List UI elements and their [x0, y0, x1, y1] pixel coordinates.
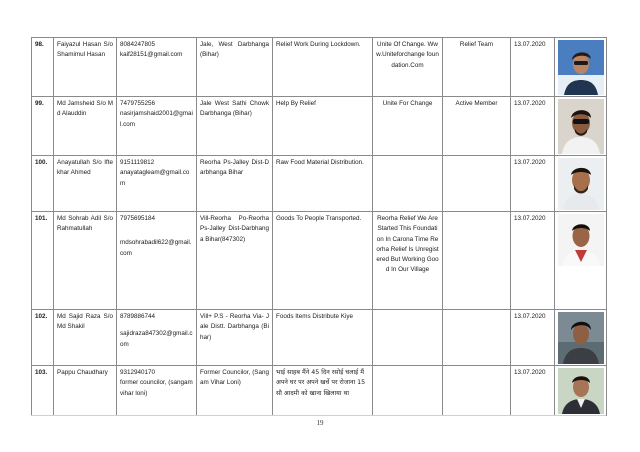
- contact-cell: [117, 156, 197, 212]
- role: [443, 366, 511, 416]
- work-description: Help By Relief: [273, 97, 373, 156]
- role: Active Member: [443, 97, 511, 156]
- photo-cell: [555, 366, 607, 416]
- work-description: Foods Items Distribute Kiye: [273, 310, 373, 366]
- serial-number: 99.: [32, 97, 54, 156]
- volunteer-registry-table: [31, 37, 607, 416]
- email-address: former councilor, (sangam vihar loni): [120, 379, 193, 397]
- date: 13.07.2020: [511, 310, 555, 366]
- email-address: anayatagleam@gmail.com: [120, 169, 190, 187]
- person-photo: [558, 40, 604, 95]
- date: 13.07.2020: [511, 97, 555, 156]
- photo-cell: [555, 38, 607, 97]
- date: 13.07.2020: [511, 38, 555, 97]
- email-address: kaif28151@gmail.com: [120, 51, 183, 59]
- contact-cell: [117, 38, 197, 97]
- phone-number: 7479755256: [120, 100, 156, 107]
- contact-cell: [117, 310, 197, 366]
- organization: [373, 156, 443, 212]
- person-photo: [558, 368, 604, 414]
- person-photo: [558, 158, 604, 210]
- organization: Unite Of Change. Www.Uniteforchange foundation.Com: [373, 38, 443, 97]
- role: Relief Team: [443, 38, 511, 97]
- phone-number: 9151119812: [120, 159, 155, 166]
- address: Reorha Ps-Jalley Dist-Darbhanga Bihar: [197, 156, 273, 212]
- date: 13.07.2020: [511, 212, 555, 310]
- role: [443, 310, 511, 366]
- role: [443, 212, 511, 310]
- phone-number: 9312940170: [120, 369, 156, 376]
- person-name: Md Jamsheid S/o Md Alauddin: [54, 97, 117, 156]
- serial-number: 101.: [32, 212, 54, 310]
- work-description: Relief Work During Lockdown.: [273, 38, 373, 97]
- date: 13.07.2020: [511, 156, 555, 212]
- phone-number: 8789886744: [120, 313, 156, 320]
- table-row: [32, 156, 607, 212]
- date: 13.07.2020: [511, 366, 555, 416]
- table-row: [32, 212, 607, 310]
- person-name: Md Sohrab Adil S/o Rahmatullah: [54, 212, 117, 310]
- photo-cell: [555, 97, 607, 156]
- person-name: Md Sajid Raza S/o Md Shakil: [54, 310, 117, 366]
- organization: Reorha Relief We Are Started This Foundation In Carona Time Reorha Relief Is Unregistered But Working Good In Our Village: [373, 212, 443, 310]
- work-description: Goods To People Transported.: [273, 212, 373, 310]
- address: Vill-Reorha Po-Reorha Ps-Jalley Dist-Darbhanga Bihar(847302): [197, 212, 273, 310]
- phone-number: 8084247805: [120, 41, 156, 48]
- footer-rule: [31, 415, 606, 416]
- person-photo: [558, 312, 604, 364]
- table-row: [32, 38, 607, 97]
- serial-number: 100.: [32, 156, 54, 212]
- serial-number: 102.: [32, 310, 54, 366]
- person-photo: [558, 99, 604, 154]
- person-name: Pappu Chaudhary: [54, 366, 117, 416]
- contact-cell: [117, 212, 197, 310]
- work-description: भाई साहब मैंने 45 दिन रसोई चलाई मैं अपने घर पर अपने खर्चे पर रोजाना 15 सौ आदमी को खाना खिलाया था: [273, 366, 373, 416]
- serial-number: 103.: [32, 366, 54, 416]
- contact-cell: [117, 366, 197, 416]
- person-name: Faiyazul Hasan S/o Shamimul Hasan: [54, 38, 117, 97]
- organization: Unite For Change: [373, 97, 443, 156]
- role: [443, 156, 511, 212]
- email-address: sajidraza847302@gmail.com: [120, 330, 193, 348]
- address: Vill+ P.S - Reorha Via- Jale Distt. Darbhanga (Bihar): [197, 310, 273, 366]
- email-address: nasirjamshaid2001@gmail.com: [120, 110, 193, 128]
- address: Jale West Sathi Chowk Darbhanga (Bihar): [197, 97, 273, 156]
- page-number: 19: [316, 419, 324, 427]
- person-name: Anayatullah S/o Iftekhar Ahmed: [54, 156, 117, 212]
- organization: [373, 366, 443, 416]
- address: Former Councilor, (Sangam Vihar Loni): [197, 366, 273, 416]
- photo-cell: [555, 212, 607, 310]
- photo-cell: [555, 310, 607, 366]
- work-description: Raw Food Material Distribution.: [273, 156, 373, 212]
- organization: [373, 310, 443, 366]
- table-row: [32, 366, 607, 416]
- contact-cell: [117, 97, 197, 156]
- person-photo: [558, 214, 604, 266]
- table-row: [32, 97, 607, 156]
- phone-number: 7975695184: [120, 215, 156, 222]
- photo-cell: [555, 156, 607, 212]
- email-address: mdsohrabadil622@gmail.com: [120, 239, 192, 257]
- address: Jale, West Darbhanga (Bihar): [197, 38, 273, 97]
- table-row: [32, 310, 607, 366]
- serial-number: 98.: [32, 38, 54, 97]
